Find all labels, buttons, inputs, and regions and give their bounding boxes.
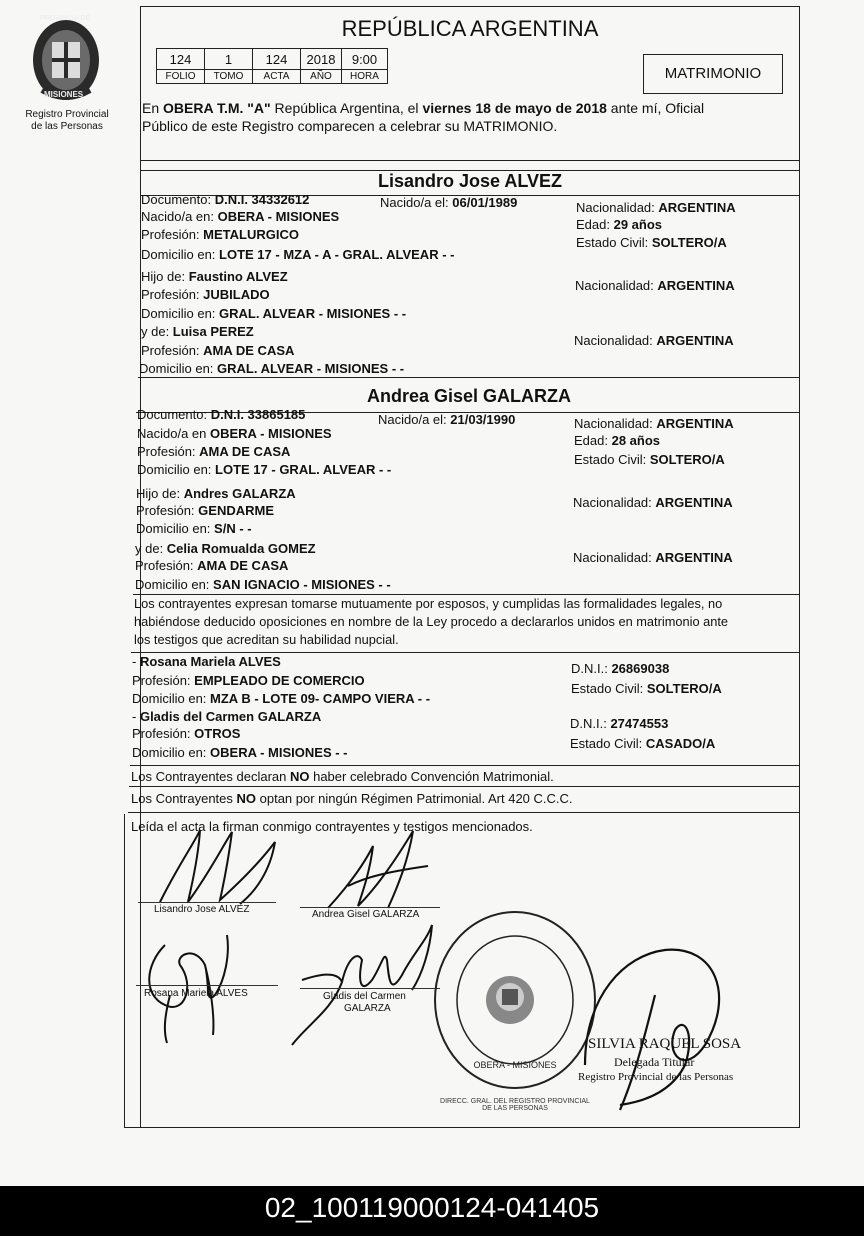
spouse1-father-address: Domicilio en: GRAL. ALVEAR - MISIONES - - (141, 306, 407, 321)
emblem-text-bottom: MISIONES (44, 90, 84, 99)
spouse1-profession: Profesión: METALURGICO (141, 227, 299, 242)
spouse2-mother-profession: Profesión: AMA DE CASA (135, 558, 289, 573)
signature-andrea (318, 826, 438, 916)
record-type-box: MATRIMONIO (643, 54, 783, 94)
officer-office: Registro Provincial de las Personas (578, 1071, 734, 1083)
anio-label: AÑO (301, 70, 342, 84)
emblem-text-top: PROVINCIA DE (40, 15, 91, 22)
signature-lisandro (140, 822, 290, 912)
witness1-name: - Rosana Mariela ALVES (132, 654, 281, 669)
seal-inner-text: OBERA - MISIONES (473, 1060, 557, 1070)
divider (138, 377, 800, 378)
folio-value: 124 (157, 49, 205, 70)
spouse2-father-profession: Profesión: GENDARME (136, 503, 274, 518)
intro-text-2: República Argentina, el (270, 100, 423, 116)
spouse1-civil-status: Estado Civil: SOLTERO/A (576, 235, 727, 250)
spouse2-age: Edad: 28 años (574, 433, 661, 448)
acta-value: 124 (253, 49, 301, 70)
logo-caption-line2: de las Personas (31, 121, 103, 132)
spouse1-birthplace: Nacido/a en: OBERA - MISIONES (141, 209, 340, 224)
divider (133, 594, 800, 595)
signature-officer (565, 935, 735, 1115)
witness2-civil-status: Estado Civil: CASADO/A (570, 736, 716, 751)
spouse1-birthdate: Nacido/a el: 06/01/1989 (380, 195, 518, 210)
divider (140, 160, 800, 161)
divider (130, 765, 800, 766)
spouse1-nationality: Nacionalidad: ARGENTINA (576, 200, 736, 215)
spouse1-age: Edad: 29 años (576, 217, 663, 232)
intro-line2: Público de este Registro comparecen a celebrar su MATRIMONIO. (142, 118, 558, 134)
spouse2-father: Hijo de: Andres GALARZA (136, 486, 296, 501)
intro-text-1: En (142, 100, 164, 116)
officer-name: SILVIA RAQUEL SOSA (588, 1036, 742, 1052)
witness1-address: Domicilio en: MZA B - LOTE 09- CAMPO VIERA - - (132, 691, 431, 706)
spouse2-birthdate: Nacido/a el: 21/03/1990 (378, 412, 516, 427)
intro-line1 (142, 100, 704, 117)
declaration-line3: los testigos que acreditan su habilidad nupcial. (134, 632, 399, 647)
spouse2-mother: y de: Celia Romualda GOMEZ (135, 541, 316, 556)
frame-left-edge (124, 814, 125, 1128)
acta-label: ACTA (253, 70, 301, 84)
certificate-title: REPÚBLICA ARGENTINA (341, 16, 599, 41)
closing-text: Leída el acta la firman conmigo contrayentes y testigos mencionados. (131, 819, 533, 834)
spouse1-father-profession: Profesión: JUBILADO (141, 287, 270, 302)
witness2-name: - Gladis del Carmen GALARZA (132, 709, 322, 724)
spouse1-document: Documento: D.N.I. 34332612 (141, 192, 310, 207)
signature-label-rosana: Rosana Mariela ALVES (144, 988, 248, 999)
signature-line (136, 985, 278, 986)
spouse2-father-address: Domicilio en: S/N - - (136, 521, 252, 536)
spouse1-mother-address: Domicilio en: GRAL. ALVEAR - MISIONES - - (139, 361, 405, 376)
spouse2-nationality: Nacionalidad: ARGENTINA (574, 416, 734, 431)
witness1-profession: Profesión: EMPLEADO DE COMERCIO (132, 673, 365, 688)
spouse1-name: Lisandro Jose ALVEZ (377, 171, 563, 191)
record-metadata-table (156, 48, 388, 84)
hora-value: 9:00 (342, 49, 388, 70)
convention-line1: Los Contrayentes declaran NO haber celebrado Convención Matrimonial. (131, 769, 554, 784)
intro-place: OBERA T.M. "A" (163, 100, 271, 116)
spouse1-father-nationality: Nacionalidad: ARGENTINA (575, 278, 735, 293)
witness2-dni: D.N.I.: 27474553 (570, 716, 669, 731)
logo-caption-line1: Registro Provincial (25, 109, 109, 120)
spouse2-mother-address: Domicilio en: SAN IGNACIO - MISIONES - - (135, 577, 391, 592)
spouse1-father: Hijo de: Faustino ALVEZ (141, 269, 288, 284)
spouse2-father-nationality: Nacionalidad: ARGENTINA (573, 495, 733, 510)
tomo-label: TOMO (205, 70, 253, 84)
signature-line (300, 907, 440, 908)
officer-role: Delegada Titular (614, 1055, 695, 1069)
declaration-line1: Los contrayentes expresan tomarse mutuamente por esposos, y cumplidas las formalidades legales, no (134, 596, 723, 611)
spouse1-mother-profession: Profesión: AMA DE CASA (141, 343, 295, 358)
divider (128, 812, 800, 813)
signature-line (138, 902, 276, 903)
signature-line (300, 988, 440, 989)
spouse1-mother: y de: Luisa PEREZ (141, 324, 254, 339)
spouse2-address: Domicilio en: LOTE 17 - GRAL. ALVEAR - - (137, 462, 392, 477)
anio-value: 2018 (301, 49, 342, 70)
spouse2-profession: Profesión: AMA DE CASA (137, 444, 291, 459)
signature-label-gladis-1: Gladis del Carmen (323, 991, 406, 1002)
spouse1-address: Domicilio en: LOTE 17 - MZA - A - GRAL. ALVEAR - - (141, 247, 455, 262)
spouse2-mother-nationality: Nacionalidad: ARGENTINA (573, 550, 733, 565)
intro-date: viernes 18 de mayo de 2018 (422, 100, 607, 116)
signature-gladis (262, 920, 442, 1050)
spouse2-birthplace: Nacido/a en OBERA - MISIONES (137, 426, 332, 441)
convention-line2: Los Contrayentes NO optan por ningún Régimen Patrimonial. Art 420 C.C.C. (131, 791, 573, 806)
tomo-value: 1 (205, 49, 253, 70)
hora-label: HORA (342, 70, 388, 84)
folio-label: FOLIO (157, 70, 205, 84)
spouse2-name: Andrea Gisel GALARZA (366, 386, 572, 406)
spouse2-civil-status: Estado Civil: SOLTERO/A (574, 452, 725, 467)
witness1-dni: D.N.I.: 26869038 (571, 661, 670, 676)
spouse2-document: Documento: D.N.I. 33865185 (137, 407, 306, 422)
signature-label-gladis-2: GALARZA (344, 1003, 391, 1014)
signature-label-lisandro: Lisandro Jose ALVEZ (154, 904, 250, 915)
document-code-footer: 02_100119000124-041405 (0, 1186, 864, 1236)
divider (129, 786, 800, 787)
intro-text-3: ante mí, Oficial (606, 100, 705, 116)
divider (131, 652, 800, 653)
witness2-address: Domicilio en: OBERA - MISIONES - - (132, 745, 348, 760)
seal-ring-text: DIRECC. GRAL. DEL REGISTRO PROVINCIAL DE LAS PERSONAS (440, 1098, 590, 1112)
witness2-profession: Profesión: OTROS (132, 726, 241, 741)
frame-bottom-edge (124, 1127, 800, 1128)
declaration-line2: habiéndose deducido oposiciones en nombre de la Ley procedo a declararlos unidos en matrimonio ante (134, 614, 729, 629)
signature-label-andrea: Andrea Gisel GALARZA (312, 909, 420, 920)
witness1-civil-status: Estado Civil: SOLTERO/A (571, 681, 722, 696)
spouse1-mother-nationality: Nacionalidad: ARGENTINA (574, 333, 734, 348)
